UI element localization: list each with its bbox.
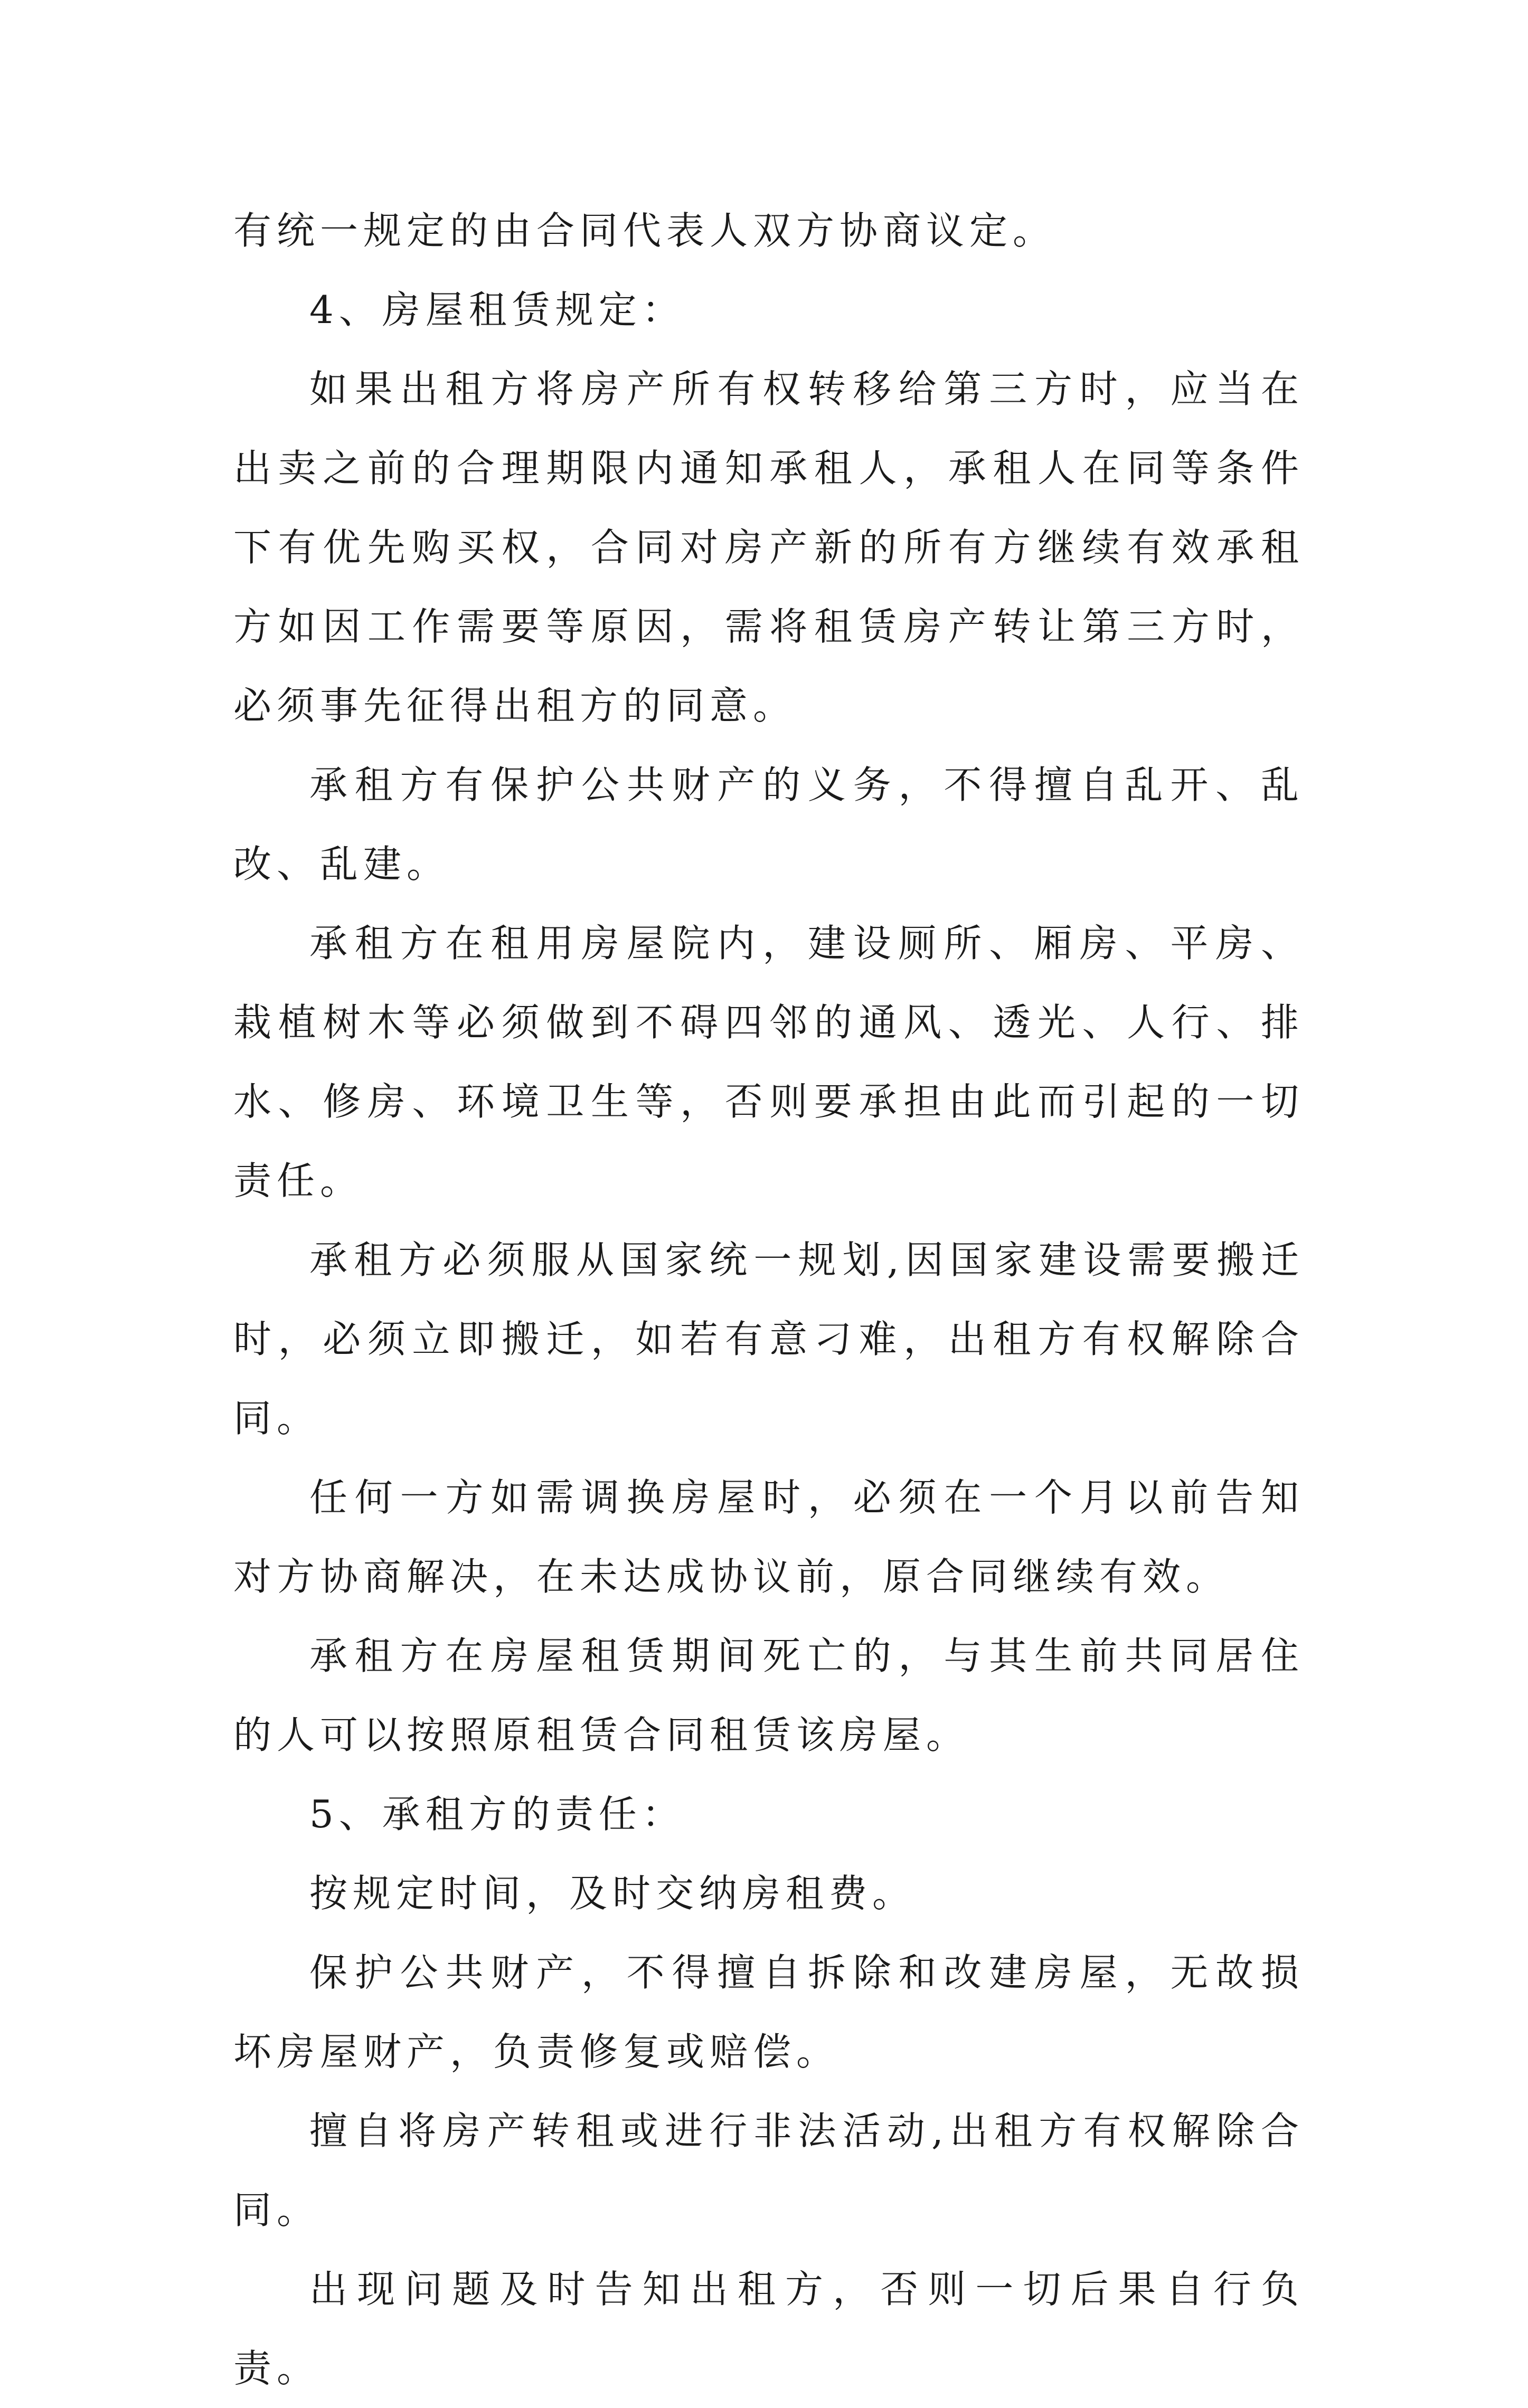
paragraph-public-property: 承租方有保护公共财产的义务，不得擅自乱开、乱改、乱建。 (233, 763, 1304, 886)
paragraph-tenant-death: 承租方在房屋租赁期间死亡的，与其生前共同居住的人可以按照原租赁合同租赁该房屋。 (233, 1634, 1304, 1757)
paragraph-continuation: 有统一规定的由合同代表人双方协商议定。 (233, 208, 1057, 253)
document-body (233, 191, 1304, 2408)
paragraph-relocation: 承租方必须服从国家统一规划,因国家建设需要搬迁时，必须立即搬迁，如若有意刁难，出租方有权解除合同。 (233, 1238, 1304, 1440)
section-heading-lease-rules: 4、房屋租赁规定： (309, 288, 685, 332)
paragraph-construction: 承租方在租用房屋院内，建设厕所、厢房、平房、栽植树木等必须做到不碍四邻的通风、透光、人行、排水、修房、环境卫生等，否则要承担由此而引起的一切责任。 (233, 921, 1304, 1203)
paragraph-report-problems: 出现问题及时告知出租方，否则一切后果自行负责。 (233, 2267, 1304, 2391)
paragraph-rent-payment: 按规定时间，及时交纳房租费。 (309, 1871, 916, 1916)
paragraph-protect-property: 保护公共财产，不得擅自拆除和改建房屋，无故损坏房屋财产，负责修复或赔偿。 (233, 1950, 1304, 2074)
paragraph-house-exchange: 任何一方如需调换房屋时，必须在一个月以前告知对方协商解决，在未达成协议前，原合同继续有效。 (233, 1475, 1304, 1599)
paragraph-subletting: 擅自将房产转租或进行非法活动,出租方有权解除合同。 (233, 2109, 1304, 2232)
section-heading-tenant-duties: 5、承租方的责任： (309, 1792, 685, 1836)
paragraph-ownership-transfer: 如果出租方将房产所有权转移给第三方时，应当在出卖之前的合理期限内通知承租人，承租人在同等条件下有优先购买权，合同对房产新的所有方继续有效承租方如因工作需要等原因，需将租赁房产转让第三方时，必须事先征得出租方的同意。 (233, 367, 1304, 728)
